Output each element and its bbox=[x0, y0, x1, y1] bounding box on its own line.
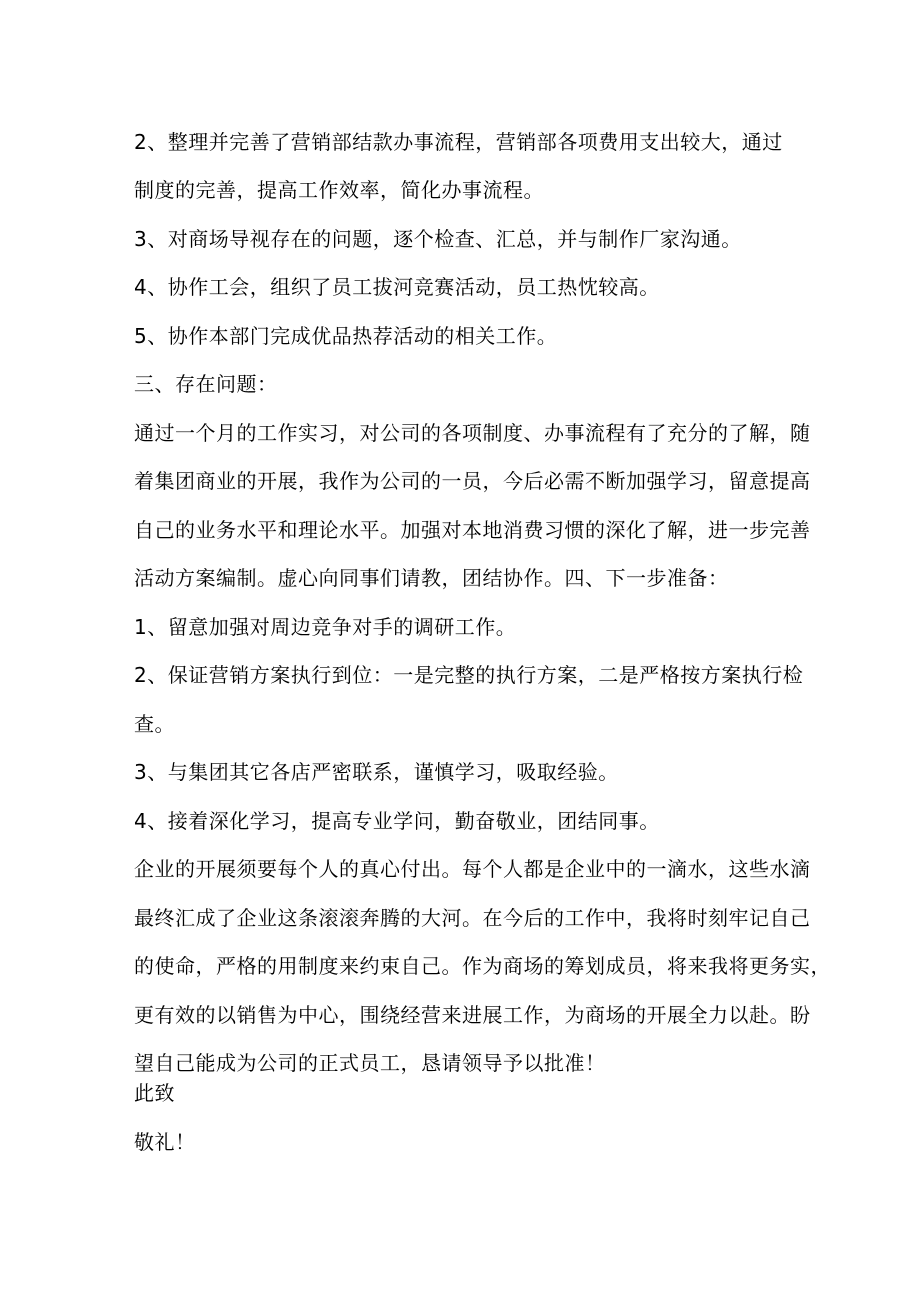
text-line: 2、保证营销方案执行到位：一是完整的执行方案，二是严格按方案执行检 bbox=[134, 663, 804, 687]
text-line: 最终汇成了企业这条滚滚奔腾的大河。在今后的工作中，我将时刻牢记自己 bbox=[134, 906, 811, 930]
text-line: 5、协作本部门完成优品热荐活动的相关工作。 bbox=[134, 324, 558, 348]
section-heading: 三、存在问题： bbox=[134, 372, 278, 396]
text-line: 2、整理并完善了营销部结款办事流程，营销部各项费用支出较大，通过 bbox=[134, 130, 783, 154]
text-line: 望自己能成为公司的正式员工，恳请领导予以批准！ bbox=[134, 1051, 606, 1075]
closing-line: 此致 bbox=[134, 1081, 175, 1105]
text-line: 1、留意加强对周边竞争对手的调研工作。 bbox=[134, 615, 517, 639]
closing-line: 敬礼！ bbox=[134, 1130, 196, 1154]
text-line: 更有效的以销售为中心，围绕经营来进展工作，为商场的开展全力以赴。盼 bbox=[134, 1003, 811, 1027]
text-line: 制度的完善，提高工作效率，简化办事流程。 bbox=[134, 178, 544, 202]
text-line: 企业的开展须要每个人的真心付出。每个人都是企业中的一滴水，这些水滴 bbox=[134, 857, 811, 881]
text-line: 自己的业务水平和理论水平。加强对本地消费习惯的深化了解，进一步完善 bbox=[134, 518, 811, 542]
text-line: 活动方案编制。虚心向同事们请教，团结协作。四、下一步准备： bbox=[134, 566, 729, 590]
text-line: 3、与集团其它各店严密联系，谨慎学习，吸取经验。 bbox=[134, 760, 619, 784]
text-line: 4、协作工会，组织了员工拔河竞赛活动，员工热忱较高。 bbox=[134, 275, 660, 299]
text-line: 通过一个月的工作实习，对公司的各项制度、办事流程有了充分的了解，随 bbox=[134, 421, 811, 445]
text-line: 着集团商业的开展，我作为公司的一员，今后必需不断加强学习，留意提高 bbox=[134, 469, 811, 493]
text-line: 4、接着深化学习，提高专业学问，勤奋敬业，团结同事。 bbox=[134, 809, 660, 833]
text-line: 的使命，严格的用制度来约束自己。作为商场的筹划成员，将来我将更务实， bbox=[134, 954, 831, 978]
text-line: 3、对商场导视存在的问题，逐个检查、汇总，并与制作厂家沟通。 bbox=[134, 227, 742, 251]
text-line: 查。 bbox=[134, 712, 175, 736]
